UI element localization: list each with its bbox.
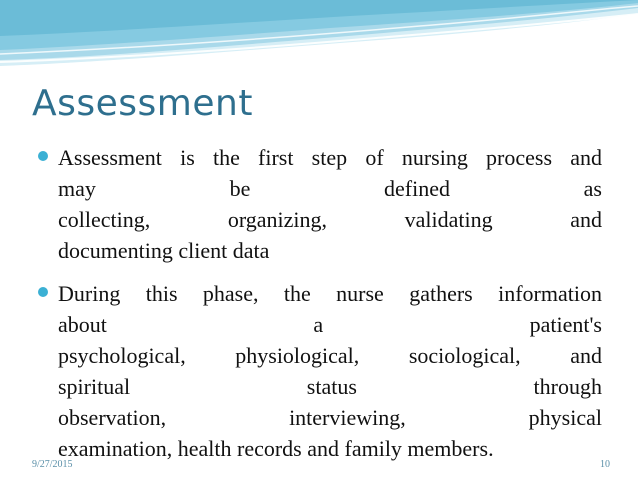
footer-date: 9/27/2015 xyxy=(32,459,73,470)
bullet-line: spiritual status through xyxy=(58,374,602,399)
bullet-list xyxy=(36,142,602,476)
bullet-item-1 xyxy=(36,142,602,266)
bullet-line: collecting, organizing, validating and xyxy=(58,207,602,232)
bullet-item-2 xyxy=(36,278,602,464)
bullet-line: examination, health records and family members. xyxy=(58,436,494,461)
bullet-line: documenting client data xyxy=(58,238,270,263)
bullet-line: may be defined as xyxy=(58,176,602,201)
bullet-line: During this phase, the nurse gathers information xyxy=(58,281,602,306)
bullet-line: about a patient's xyxy=(58,312,602,337)
slide-title: Assessment xyxy=(32,83,253,124)
footer-page-number: 10 xyxy=(600,459,610,470)
bullet-dot-icon xyxy=(38,287,48,297)
bullet-line: Assessment is the first step of nursing process and xyxy=(58,145,602,170)
header-wave-decoration xyxy=(0,0,638,80)
bullet-line: psychological, physiological, sociological, and xyxy=(58,343,602,368)
bullet-dot-icon xyxy=(38,151,48,161)
bullet-line: observation, interviewing, physical xyxy=(58,405,602,430)
